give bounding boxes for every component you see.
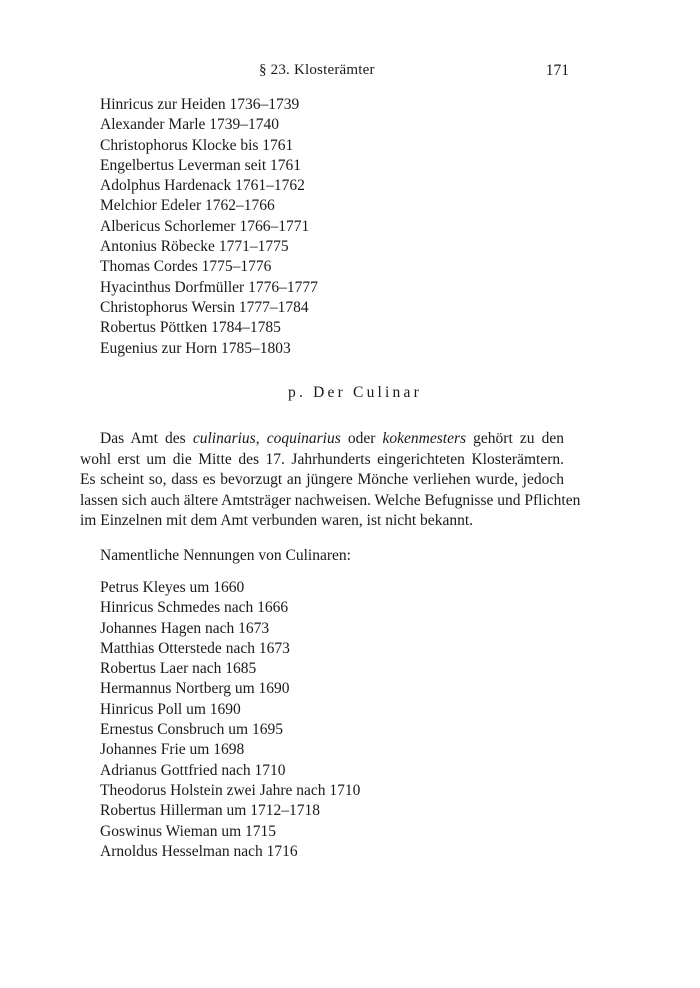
list-item: Hinricus Schmedes nach 1666: [100, 599, 289, 617]
list-item: Melchior Edeler 1762–1766: [100, 197, 275, 215]
list-intro: Namentliche Nennungen von Culinaren:: [100, 547, 351, 564]
list-item: Antonius Röbecke 1771–1775: [100, 238, 289, 256]
section-heading: p. Der Culinar: [288, 384, 422, 401]
running-head: [0, 62, 700, 84]
list-item: Goswinus Wieman um 1715: [100, 822, 277, 840]
paragraph-line: Es scheint so, dass es bevorzugt an jüngere Mönche verliehen wurde, jedoch: [80, 471, 564, 488]
culinar-list: [100, 578, 360, 862]
paragraph-line: lassen sich auch ältere Amtsträger nachweisen. Welche Befugnisse und Pflichten: [80, 491, 581, 509]
text-run: oder: [340, 430, 383, 447]
list-item: Alexander Marle 1739–1740: [100, 116, 280, 134]
list-item: Adrianus Gottfried nach 1710: [100, 761, 286, 779]
list-item: Robertus Laer nach 1685: [100, 660, 257, 678]
low-german-term: kokenmesters: [382, 430, 467, 447]
list-item: Christophorus Wersin 1777–1784: [100, 298, 309, 316]
latin-term: culinarius: [192, 430, 256, 447]
list-item: Matthias Otterstede nach 1673: [100, 639, 290, 657]
list-item: Eugenius zur Horn 1785–1803: [100, 339, 291, 357]
list-item: Christophorus Klocke bis 1761: [100, 136, 294, 154]
latin-term: coquinarius: [266, 430, 341, 447]
list-item: Hinricus zur Heiden 1736–1739: [100, 96, 300, 113]
body-paragraph: [80, 429, 581, 532]
page-number: 171: [545, 62, 569, 79]
paragraph-line: wohl erst um die Mitte des 17. Jahrhunderts eingerichteten Klosterämtern.: [80, 450, 564, 468]
list-item: Hinricus Poll um 1690: [100, 700, 241, 718]
list-item: Robertus Pöttken 1784–1785: [100, 319, 281, 337]
list-item: Thomas Cordes 1775–1776: [100, 258, 272, 276]
paragraph-line: im Einzelnen mit dem Amt verbunden waren, ist nicht bekannt.: [80, 512, 474, 529]
list-item: Engelbertus Leverman seit 1761: [100, 156, 302, 174]
list-item: Arnoldus Hesselman nach 1716: [100, 842, 298, 860]
text-run: gehört zu den: [466, 430, 565, 447]
list-item: Johannes Hagen nach 1673: [100, 619, 270, 637]
list-item: Johannes Frie um 1698: [100, 741, 245, 759]
text-run: Das Amt des: [100, 430, 193, 447]
running-title: § 23. Klosterämter: [259, 62, 375, 78]
office-holders-list: [100, 95, 318, 359]
list-item: Hyacinthus Dorfmüller 1776–1777: [100, 278, 318, 296]
text-run: ,: [255, 430, 267, 447]
list-item: Theodorus Holstein zwei Jahre nach 1710: [100, 781, 361, 799]
list-item: Robertus Hillerman um 1712–1718: [100, 802, 320, 820]
list-item: Hermannus Nortberg um 1690: [100, 680, 290, 698]
paragraph-line: [80, 429, 564, 450]
list-item: Petrus Kleyes um 1660: [100, 579, 245, 596]
list-item: Ernestus Consbruch um 1695: [100, 721, 283, 739]
list-item: Adolphus Hardenack 1761–1762: [100, 177, 305, 195]
list-item: Albericus Schorlemer 1766–1771: [100, 217, 310, 235]
